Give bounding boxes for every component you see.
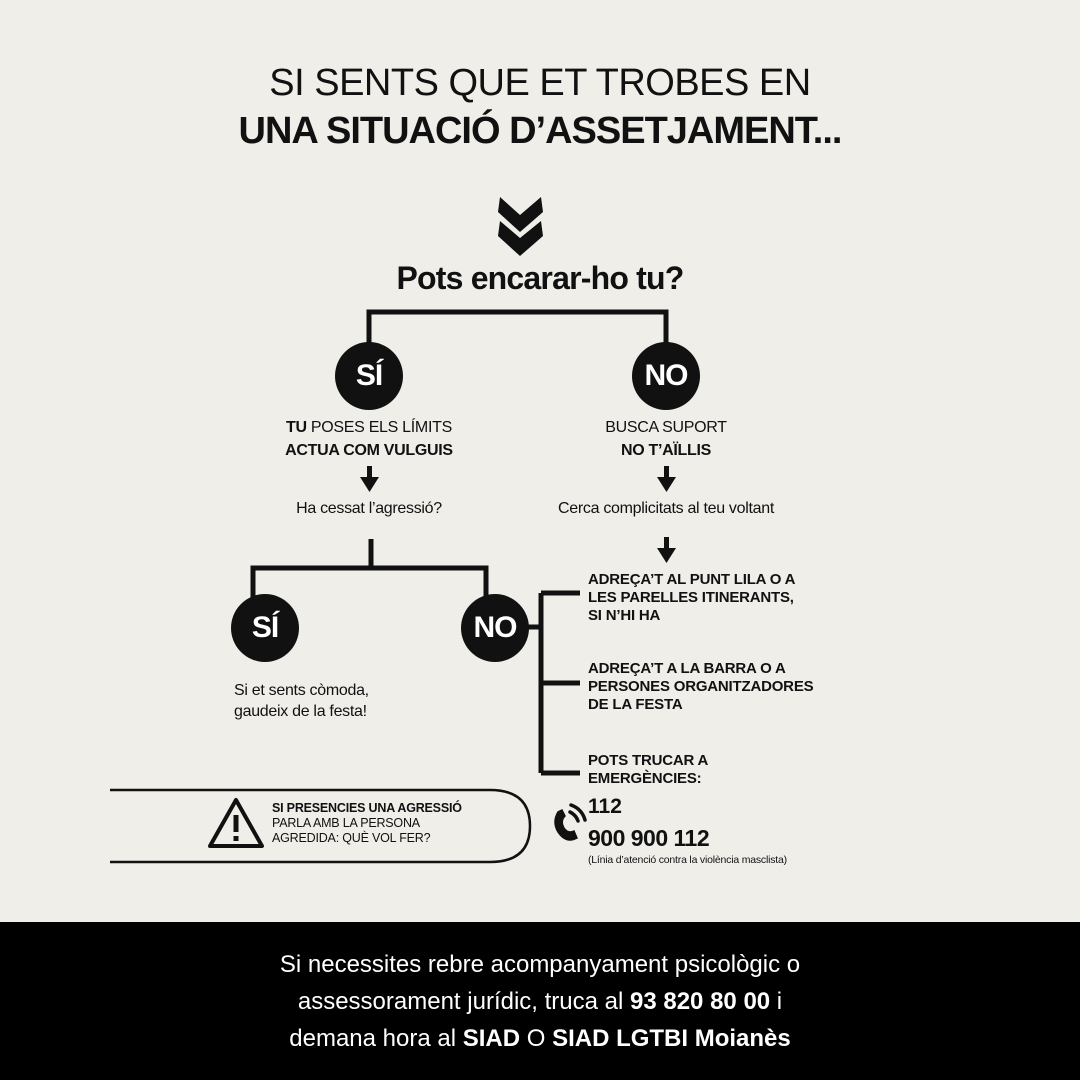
option-emergencies (588, 752, 888, 788)
phone-icon (555, 805, 585, 840)
badge-no-second: NO (461, 594, 529, 662)
arrow-down-icon (360, 466, 379, 492)
phone-emergency: 112 (588, 795, 622, 818)
option-2-line-2: PERSONES ORGANITZADORES (588, 678, 814, 695)
option-1-line-1: ADREÇA’T AL PUNT LILA O A (588, 571, 796, 588)
phone-hotline-note: (Línia d’atenció contra la violència masclista) (588, 854, 787, 866)
witness-line-2: PARLA AMB LA PERSONA (272, 816, 420, 830)
yes-second-text (234, 680, 434, 722)
witness-text (272, 801, 462, 846)
option-3-line-2: EMERGÈNCIES: (588, 770, 702, 787)
left-line-1 (219, 419, 519, 437)
footer-line-2-pre: assessorament jurídic, truca al (297, 987, 630, 1015)
footer-line-1: Si necessites rebre acompanyament psicològic o (279, 950, 801, 978)
right-line-2: NO T’AÏLLIS (620, 442, 712, 459)
option-punt-lila (588, 571, 888, 625)
option-2-line-3: DE LA FESTA (588, 696, 683, 713)
option-3-line-1: POTS TRUCAR A (588, 752, 709, 769)
title-line-2: UNA SITUACIÓ D’ASSETJAMENT... (238, 110, 842, 152)
arrow-down-icon (657, 537, 676, 563)
witness-line-1: SI PRESENCIES UNA AGRESSIÓ (272, 801, 462, 815)
option-2-line-1: ADREÇA’T A LA BARRA O A (588, 660, 786, 677)
right-followup: Cerca complicitats al teu voltant (558, 500, 774, 517)
footer-line-2 (298, 983, 782, 1020)
left-followup: Ha cessat l’agressió? (296, 500, 442, 517)
double-chevron-down-icon (498, 197, 543, 256)
footer-siad: SIAD (462, 1024, 521, 1052)
option-1-line-3: SI N’HI HA (588, 607, 661, 624)
option-1-line-2: LES PARELLES ITINERANTS, (588, 589, 794, 606)
left-line-1-rest: POSES ELS LÍMITS (306, 419, 452, 436)
footer-line-2-post: i (770, 987, 783, 1015)
footer-phone: 93 820 80 00 (630, 987, 771, 1015)
right-line-1: BUSCA SUPORT (605, 419, 727, 436)
phone-hotline: 900 900 112 (588, 825, 710, 851)
left-line-1-bold: TU (286, 419, 307, 436)
footer-siad-lgtbi: SIAD LGTBI Moianès (552, 1024, 791, 1052)
warning-icon (210, 800, 262, 846)
badge-yes-second: SÍ (231, 594, 299, 662)
badge-no-top: NO (632, 342, 700, 410)
footer-banner (0, 922, 1080, 1080)
main-question: Pots encarar-ho tu? (396, 260, 684, 296)
footer-line-3-pre: demana hora al (289, 1024, 463, 1052)
option-barra (588, 660, 888, 714)
title-line-1: SI SENTS QUE ET TROBES EN (269, 62, 811, 104)
footer-line-3-mid: O (520, 1024, 553, 1052)
witness-line-3: AGREDIDA: QUÈ VOL FER? (272, 831, 431, 845)
footer-line-3 (289, 1020, 791, 1057)
yes-second-text-line-1: Si et sents còmoda, (234, 682, 369, 699)
left-line-2: ACTUA COM VULGUIS (285, 442, 453, 459)
arrow-down-icon (657, 466, 676, 492)
badge-yes-top: SÍ (335, 342, 403, 410)
yes-second-text-line-2: gaudeix de la festa! (234, 703, 367, 720)
